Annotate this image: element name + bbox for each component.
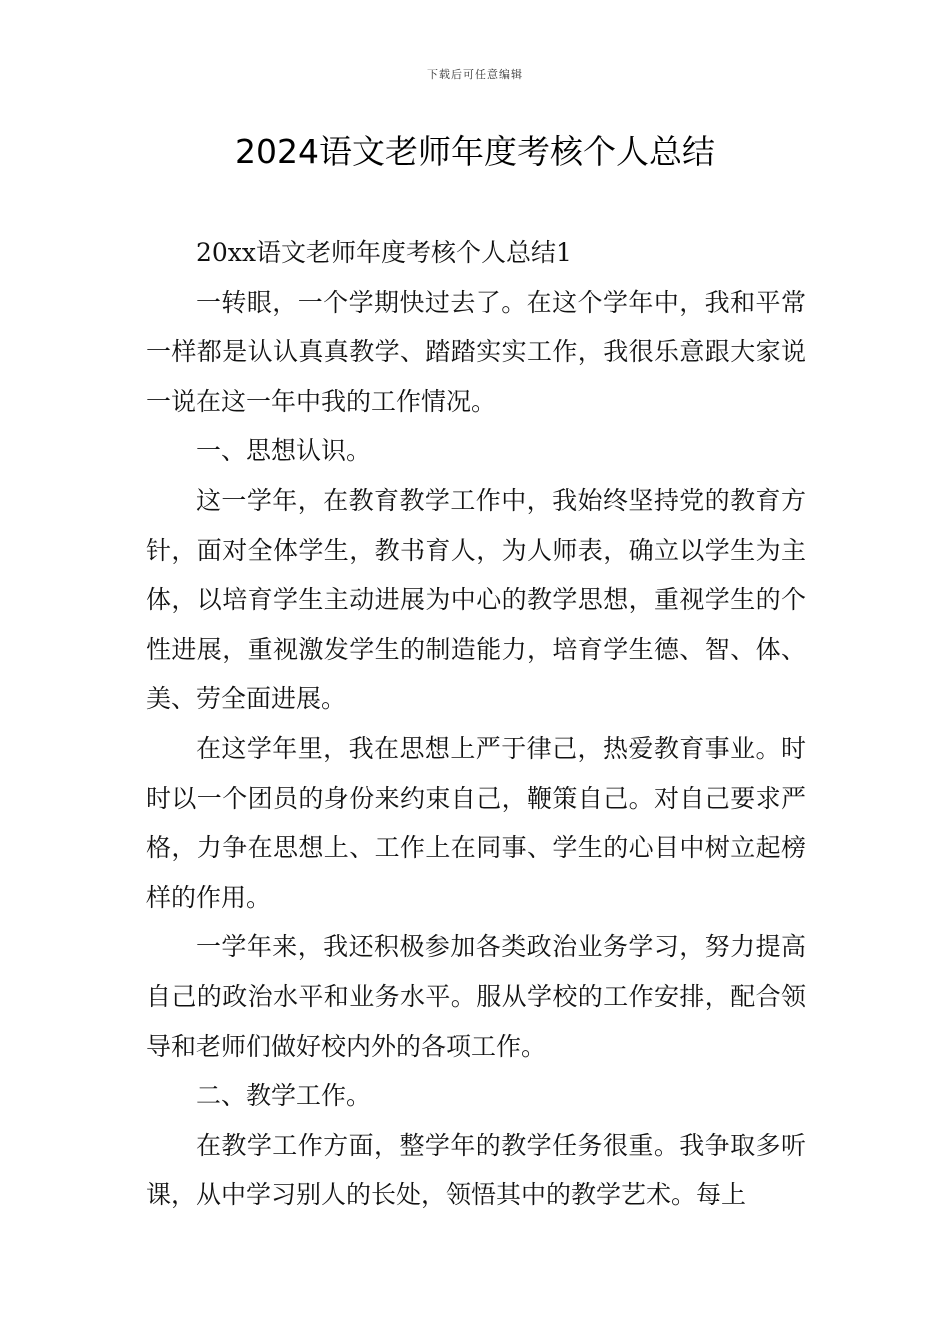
paragraph-intro: 一转眼，一个学期快过去了。在这个学年中，我和平常一样都是认认真真教学、踏踏实实工作，我很乐意跟大家说一说在这一年中我的工作情况。 — [146, 287, 806, 416]
paragraph-teaching-1: 在教学工作方面，整学年的教学任务很重。我争取多听课，从中学习别人的长处，领悟其中的教学艺术。每上 — [146, 1130, 806, 1210]
page-header-note: 下载后可任意编辑 — [427, 68, 523, 81]
paragraph-ideology-1: 这一学年，在教育教学工作中，我始终坚持党的教育方针，面对全体学生，教书育人，为人师表，确立以学生为主体，以培育学生主动进展为中心的教学思想，重视学生的个性进展，重视激发学生的制造能力，培育学生德、智、体、美、劳全面进展。 — [146, 485, 806, 714]
section-heading-teaching: 二、教学工作。 — [196, 1081, 372, 1111]
section-heading-ideology: 一、思想认识。 — [196, 436, 372, 466]
document-body — [146, 228, 806, 1220]
document-title: 2024语文老师年度考核个人总结 — [235, 132, 715, 171]
paragraph-ideology-3: 一学年来，我还积极参加各类政治业务学习，努力提高自己的政治水平和业务水平。服从学校的工作安排，配合领导和老师们做好校内外的各项工作。 — [146, 932, 806, 1061]
paragraph-subtitle: 20xx语文老师年度考核个人总结1 — [196, 238, 572, 267]
paragraph-ideology-2: 在这学年里，我在思想上严于律己，热爱教育事业。时时以一个团员的身份来约束自己，鞭策自己。对自己要求严格，力争在思想上、工作上在同事、学生的心目中树立起榜样的作用。 — [146, 733, 806, 912]
